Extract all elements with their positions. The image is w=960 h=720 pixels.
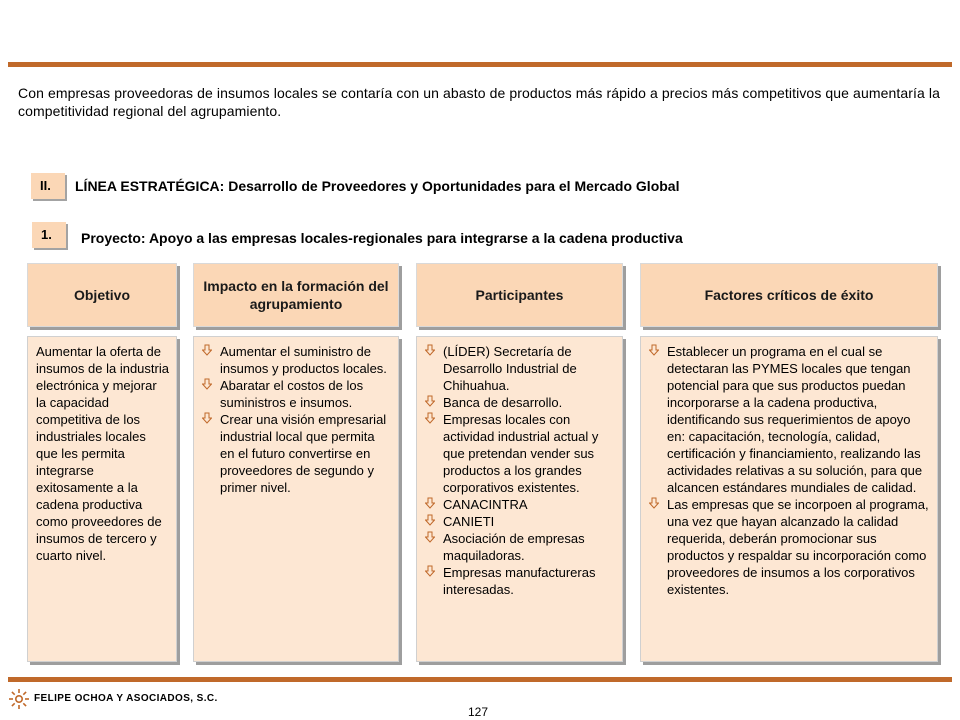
- top-rule: [8, 62, 952, 67]
- footer-brand: FELIPE OCHOA Y ASOCIADOS, S.C.: [34, 693, 218, 704]
- impacto-list: [194, 337, 398, 496]
- impacto-header: [193, 263, 399, 327]
- arrow-down-icon: [202, 412, 212, 424]
- list-item-text: CANIETI: [443, 514, 495, 529]
- arrow-down-icon: [425, 395, 435, 407]
- factores-header: [640, 263, 938, 327]
- list-item: [443, 513, 614, 530]
- list-item-text: Banca de desarrollo.: [443, 395, 563, 410]
- list-item-text: Las empresas que se incorpoen al programa, una vez que hayan alcanzado la calidad requerida, deberán promocionar sus productos y respaldar su incorporación como proveedores de insumos a los corporativos existentes.: [667, 497, 929, 597]
- list-item: [443, 343, 614, 394]
- list-item-text: (LÍDER) Secretaría de Desarrollo Industrial de Chihuahua.: [443, 344, 577, 393]
- intro-paragraph: Con empresas proveedoras de insumos locales se contaría con un abasto de productos más rápido a precios más competitivos que aumentaría la competitividad regional del agrupamiento.: [18, 85, 940, 119]
- arrow-down-icon: [425, 344, 435, 356]
- objetivo-header: [27, 263, 177, 327]
- list-item-text: Abaratar el costos de los suministros e insumos.: [220, 378, 364, 410]
- list-item: [443, 411, 614, 496]
- sunburst-logo-icon: [8, 688, 30, 710]
- arrow-down-icon: [425, 565, 435, 577]
- bottom-rule: [8, 677, 952, 682]
- objetivo-text: Aumentar la oferta de insumos de la industria electrónica y mejorar la capacidad competitiva de los industriales locales que les permita integrarse exitosamente a la cadena productiva como proveedores de insumos de tercero y cuarto nivel.: [36, 344, 169, 563]
- participantes-list: [417, 337, 622, 598]
- list-item-text: Asociación de empresas maquiladoras.: [443, 531, 585, 563]
- list-item-text: Empresas locales con actividad industrial actual y que pretendan vender sus productos a los grandes corporativos existentes.: [443, 412, 599, 495]
- factores-header-label: Factores críticos de éxito: [704, 287, 874, 303]
- arrow-down-icon: [649, 497, 659, 509]
- factores-list: [641, 337, 937, 598]
- list-item-text: Establecer un programa en el cual se detectaran las PYMES locales que tengan potencial para que sus productos puedan incorporarse a la cadena productiva, identificando sus requerimientos de apoyo en: capacitación, tecnología, calidad, certificación y financiamiento, realizando las actividades relativas a su solución, para que alcancen estándares mundiales de calidad.: [667, 344, 923, 495]
- strategic-line-title: LÍNEA ESTRATÉGICA: Desarrollo de Proveedores y Oportunidades para el Mercado Global: [75, 178, 680, 194]
- list-item: [443, 530, 614, 564]
- list-item-text: Empresas manufactureras interesadas.: [443, 565, 596, 597]
- participantes-box: [416, 336, 623, 662]
- arrow-down-icon: [202, 344, 212, 356]
- project-badge: 1.: [32, 222, 66, 248]
- strategic-line-badge: II.: [31, 173, 65, 199]
- page-number: 127: [468, 705, 489, 719]
- factores-box: [640, 336, 938, 662]
- objetivo-box: [27, 336, 177, 662]
- arrow-down-icon: [425, 497, 435, 509]
- objetivo-header-label: Objetivo: [73, 287, 130, 303]
- arrow-down-icon: [202, 378, 212, 390]
- participantes-header-label: Participantes: [475, 287, 564, 303]
- list-item: [667, 496, 929, 598]
- impacto-header-label: Impacto en la formación del agrupamiento: [203, 278, 389, 312]
- arrow-down-icon: [425, 531, 435, 543]
- list-item: [443, 564, 614, 598]
- list-item-text: Aumentar el suministro de insumos y productos locales.: [220, 344, 387, 376]
- list-item: [220, 411, 390, 496]
- arrow-down-icon: [425, 514, 435, 526]
- list-item: [667, 343, 929, 496]
- list-item-text: Crear una visión empresarial industrial local que permita en el futuro convertirse en proveedores de segundo y primer nivel.: [220, 412, 387, 495]
- list-item: [220, 377, 390, 411]
- arrow-down-icon: [649, 344, 659, 356]
- list-item: [443, 394, 614, 411]
- list-item-text: CANACINTRA: [443, 497, 528, 512]
- project-title: Proyecto: Apoyo a las empresas locales-regionales para integrarse a la cadena productiva: [81, 230, 683, 246]
- impacto-box: [193, 336, 399, 662]
- list-item: [220, 343, 390, 377]
- arrow-down-icon: [425, 412, 435, 424]
- participantes-header: [416, 263, 623, 327]
- list-item: [443, 496, 614, 513]
